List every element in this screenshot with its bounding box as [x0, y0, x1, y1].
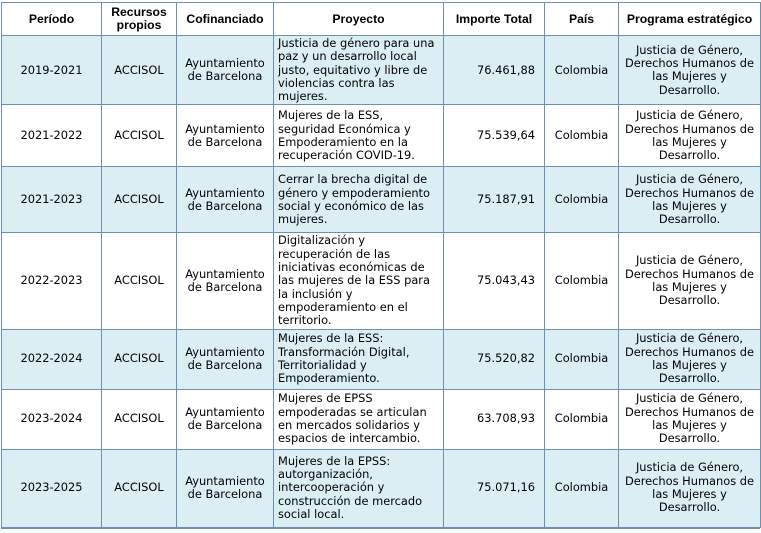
cell-proyecto: Justicia de género para una paz y un desarrollo local justo, equitativo y libre de violencias contra las mujeres.: [274, 36, 444, 105]
cell-importe: 75.071,16: [444, 449, 545, 527]
cell-cofinanciado: Ayuntamiento de Barcelona: [177, 233, 274, 329]
cell-programa: Justicia de Género, Derechos Humanos de las Mujeres y Desarrollo.: [619, 449, 761, 527]
cell-cofinanciado: Ayuntamiento de Barcelona: [177, 449, 274, 527]
cell-programa: Justicia de Género, Derechos Humanos de las Mujeres y Desarrollo.: [619, 105, 761, 167]
cell-pais: Colombia: [545, 167, 619, 233]
cell-proyecto: Cerrar la brecha digital de género y empoderamiento social y económico de las mujeres.: [274, 167, 444, 233]
table-row: [2, 233, 761, 329]
table-row: [2, 167, 761, 233]
cell-pais: Colombia: [545, 105, 619, 167]
cell-periodo: 2022-2024: [2, 329, 102, 389]
cell-proyecto: Mujeres de EPSS empoderadas se articulan en mercados solidarios y espacios de intercambio.: [274, 389, 444, 449]
cell-proyecto: Mujeres de la EPSS: autorganización, intercooperación y construcción de mercado social local.: [274, 449, 444, 527]
header-proyecto: Proyecto: [274, 3, 444, 36]
header-programa-estrategico: Programa estratégico: [619, 3, 761, 36]
table-row: [2, 389, 761, 449]
cell-cofinanciado: Ayuntamiento de Barcelona: [177, 167, 274, 233]
cell-importe: 75.539,64: [444, 105, 545, 167]
cell-pais: Colombia: [545, 36, 619, 105]
cell-programa: Justicia de Género, Derechos Humanos de las Mujeres y Desarrollo.: [619, 329, 761, 389]
cell-periodo: 2022-2023: [2, 233, 102, 329]
header-importe-total: Importe Total: [444, 3, 545, 36]
projects-table: [1, 2, 761, 528]
cell-importe: 75.520,82: [444, 329, 545, 389]
table-row: [2, 449, 761, 527]
cell-recursos: ACCISOL: [102, 167, 177, 233]
cell-pais: Colombia: [545, 449, 619, 527]
cell-programa: Justicia de Género, Derechos Humanos de las Mujeres y Desarrollo.: [619, 389, 761, 449]
cell-proyecto: Mujeres de la ESS: Transformación Digital, Territorialidad y Empoderamiento.: [274, 329, 444, 389]
cell-recursos: ACCISOL: [102, 233, 177, 329]
table-row: [2, 105, 761, 167]
cell-pais: Colombia: [545, 389, 619, 449]
cell-cofinanciado: Ayuntamiento de Barcelona: [177, 329, 274, 389]
cell-importe: 75.043,43: [444, 233, 545, 329]
cell-importe: 75.187,91: [444, 167, 545, 233]
cell-recursos: ACCISOL: [102, 389, 177, 449]
header-periodo: Período: [2, 3, 102, 36]
cell-periodo: 2019-2021: [2, 36, 102, 105]
cell-proyecto: Mujeres de la ESS, seguridad Económica y Empoderamiento en la recuperación COVID-19.: [274, 105, 444, 167]
cell-recursos: ACCISOL: [102, 329, 177, 389]
cell-pais: Colombia: [545, 233, 619, 329]
cell-periodo: 2021-2022: [2, 105, 102, 167]
header-pais: País: [545, 3, 619, 36]
cell-periodo: 2023-2024: [2, 389, 102, 449]
header-recursos-propios: Recursos propios: [102, 3, 177, 36]
cell-recursos: ACCISOL: [102, 36, 177, 105]
table-row: [2, 329, 761, 389]
cell-cofinanciado: Ayuntamiento de Barcelona: [177, 105, 274, 167]
cell-pais: Colombia: [545, 329, 619, 389]
cell-recursos: ACCISOL: [102, 449, 177, 527]
table-continuation-edge: [1, 528, 760, 533]
cell-proyecto: Digitalización y recuperación de las iniciativas económicas de las mujeres de la ESS para la inclusión y empoderamiento en el territorio.: [274, 233, 444, 329]
header-cofinanciado: Cofinanciado: [177, 3, 274, 36]
cell-programa: Justicia de Género, Derechos Humanos de las Mujeres y Desarrollo.: [619, 167, 761, 233]
cell-importe: 76.461,88: [444, 36, 545, 105]
cell-recursos: ACCISOL: [102, 105, 177, 167]
cell-programa: Justicia de Género, Derechos Humanos de las Mujeres y Desarrollo.: [619, 36, 761, 105]
cell-programa: Justicia de Género, Derechos Humanos de las Mujeres y Desarrollo.: [619, 233, 761, 329]
table-row: [2, 36, 761, 105]
cell-cofinanciado: Ayuntamiento de Barcelona: [177, 36, 274, 105]
cell-periodo: 2023-2025: [2, 449, 102, 527]
header-row: [2, 3, 761, 36]
cell-cofinanciado: Ayuntamiento de Barcelona: [177, 389, 274, 449]
cell-importe: 63.708,93: [444, 389, 545, 449]
cell-periodo: 2021-2023: [2, 167, 102, 233]
